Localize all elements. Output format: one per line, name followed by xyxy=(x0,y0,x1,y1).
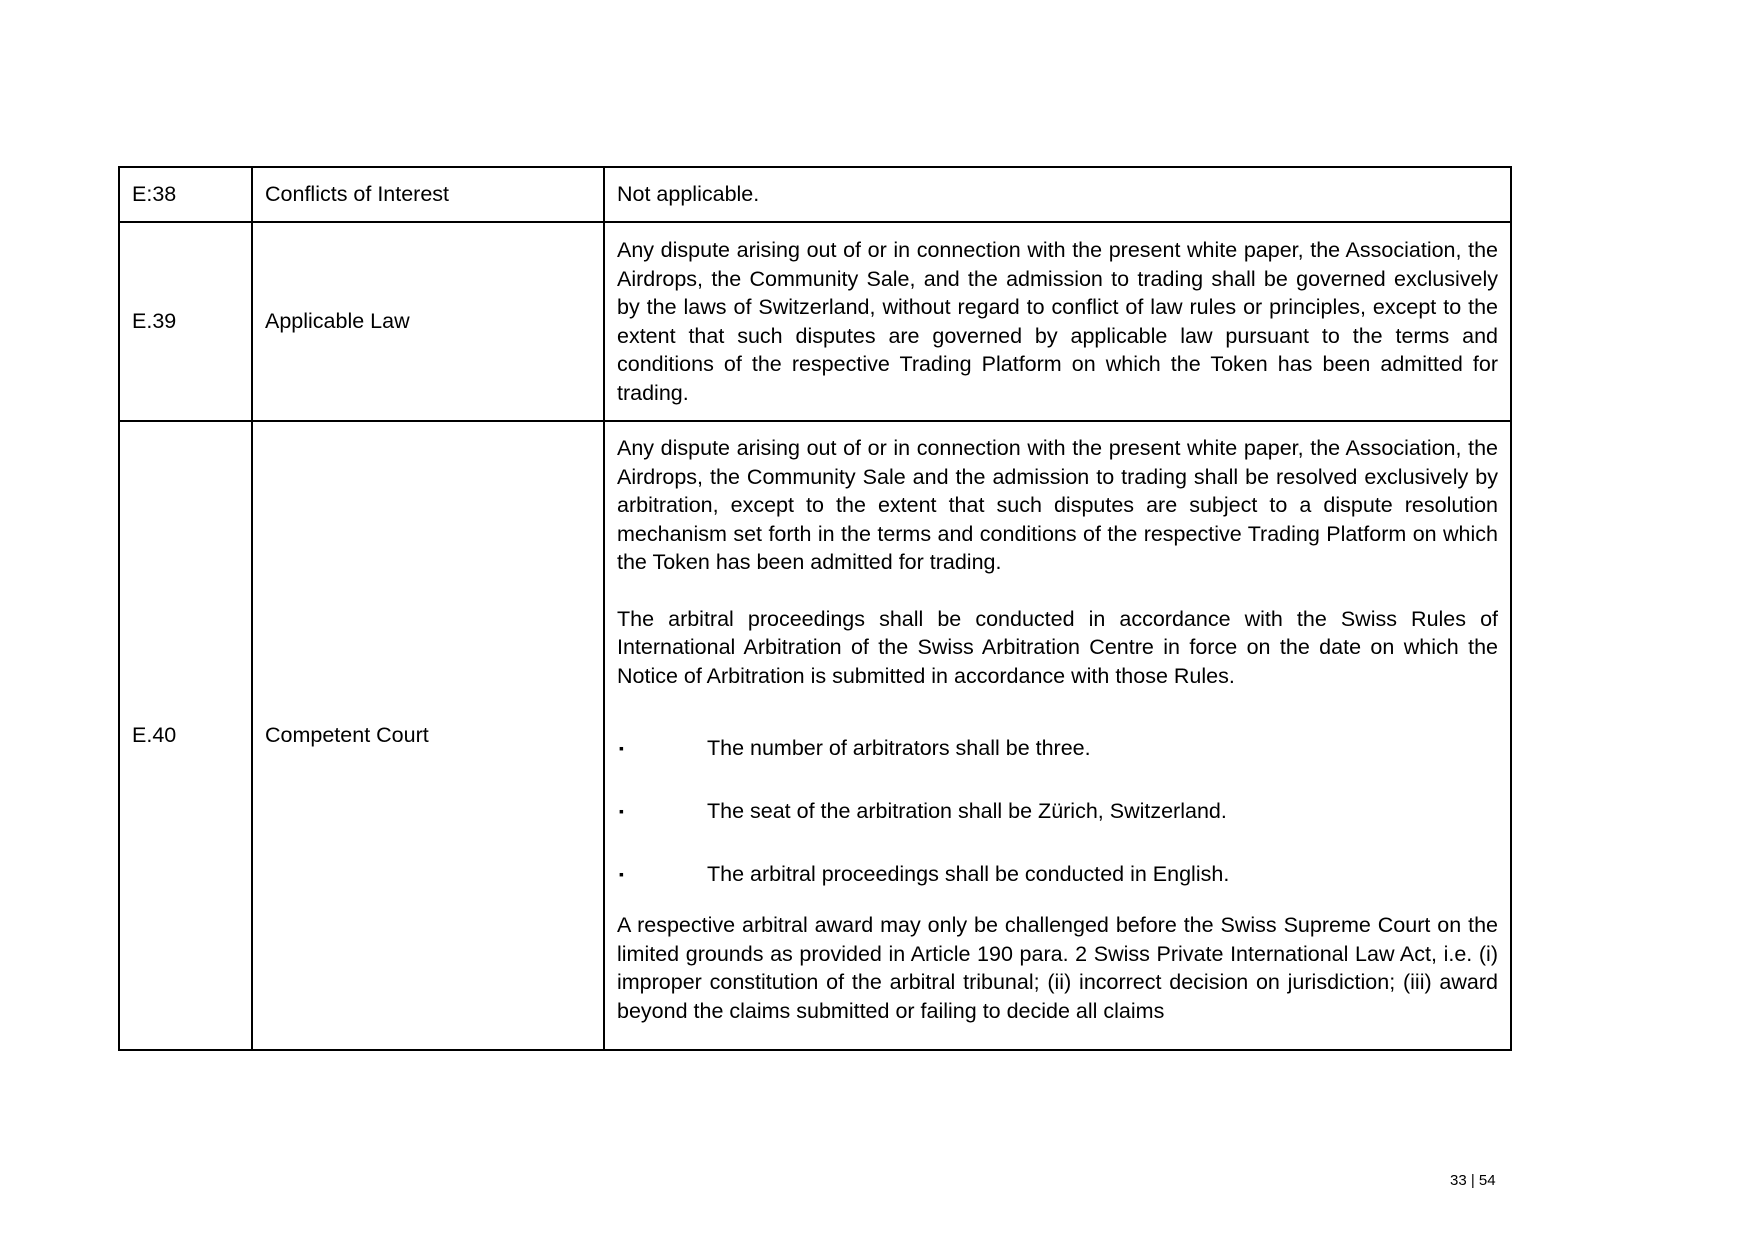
item-label: Competent Court xyxy=(252,421,604,1050)
bullet-icon: ▪ xyxy=(619,803,624,819)
list-item-text: The number of arbitrators shall be three. xyxy=(707,736,1091,760)
disclosure-table xyxy=(118,166,1512,1051)
item-text: Any dispute arising out of or in connection with the present white paper, the Association, the Airdrops, the Community Sale, and the admission to trading shall be governed exclusively by the laws of Switzerland, without regard to conflict of law rules or principles, except to the extent that such disputes are governed by applicable law pursuant to the terms and conditions of the respective Trading Platform on which the Token has been admitted for trading. xyxy=(604,222,1511,421)
item-text xyxy=(604,421,1511,1050)
table-row xyxy=(119,421,1511,1050)
item-id: E:38 xyxy=(119,167,252,222)
item-label: Applicable Law xyxy=(252,222,604,421)
page-number: 33 | 54 xyxy=(1450,1172,1496,1189)
table-row xyxy=(119,222,1511,421)
list-item xyxy=(617,860,1498,889)
list-item xyxy=(617,797,1498,826)
item-label: Conflicts of Interest xyxy=(252,167,604,222)
paragraph: Any dispute arising out of or in connection with the present white paper, the Association, the Airdrops, the Community Sale and the admission to trading shall be resolved exclusively by arbitration, except to the extent that such disputes are subject to a dispute resolution mechanism set forth in the terms and conditions of the respective Trading Platform on which the Token has been admitted for trading. xyxy=(617,436,1498,574)
item-text: Not applicable. xyxy=(604,167,1511,222)
table-row xyxy=(119,167,1511,222)
item-id: E.39 xyxy=(119,222,252,421)
paragraph: The arbitral proceedings shall be conducted in accordance with the Swiss Rules of International Arbitration of the Swiss Arbitration Centre in force on the date on which the Notice of Arbitration is submitted in accordance with those Rules. xyxy=(617,606,1498,688)
bullet-icon: ▪ xyxy=(619,866,624,882)
list-item-text: The seat of the arbitration shall be Zürich, Switzerland. xyxy=(707,799,1227,823)
paragraph: A respective arbitral award may only be challenged before the Swiss Supreme Court on the limited grounds as provided in Article 190 para. 2 Swiss Private International Law Act, i.e. (i) improper constitution of the arbitral tribunal; (ii) incorrect decision on jurisdiction; (iii) award beyond the claims submitted or failing to decide all claims xyxy=(617,913,1498,1023)
list-item-text: The arbitral proceedings shall be conducted in English. xyxy=(707,862,1230,886)
bullet-icon: ▪ xyxy=(619,740,624,756)
bullet-list xyxy=(617,734,1498,889)
item-id: E.40 xyxy=(119,421,252,1050)
list-item xyxy=(617,734,1498,763)
